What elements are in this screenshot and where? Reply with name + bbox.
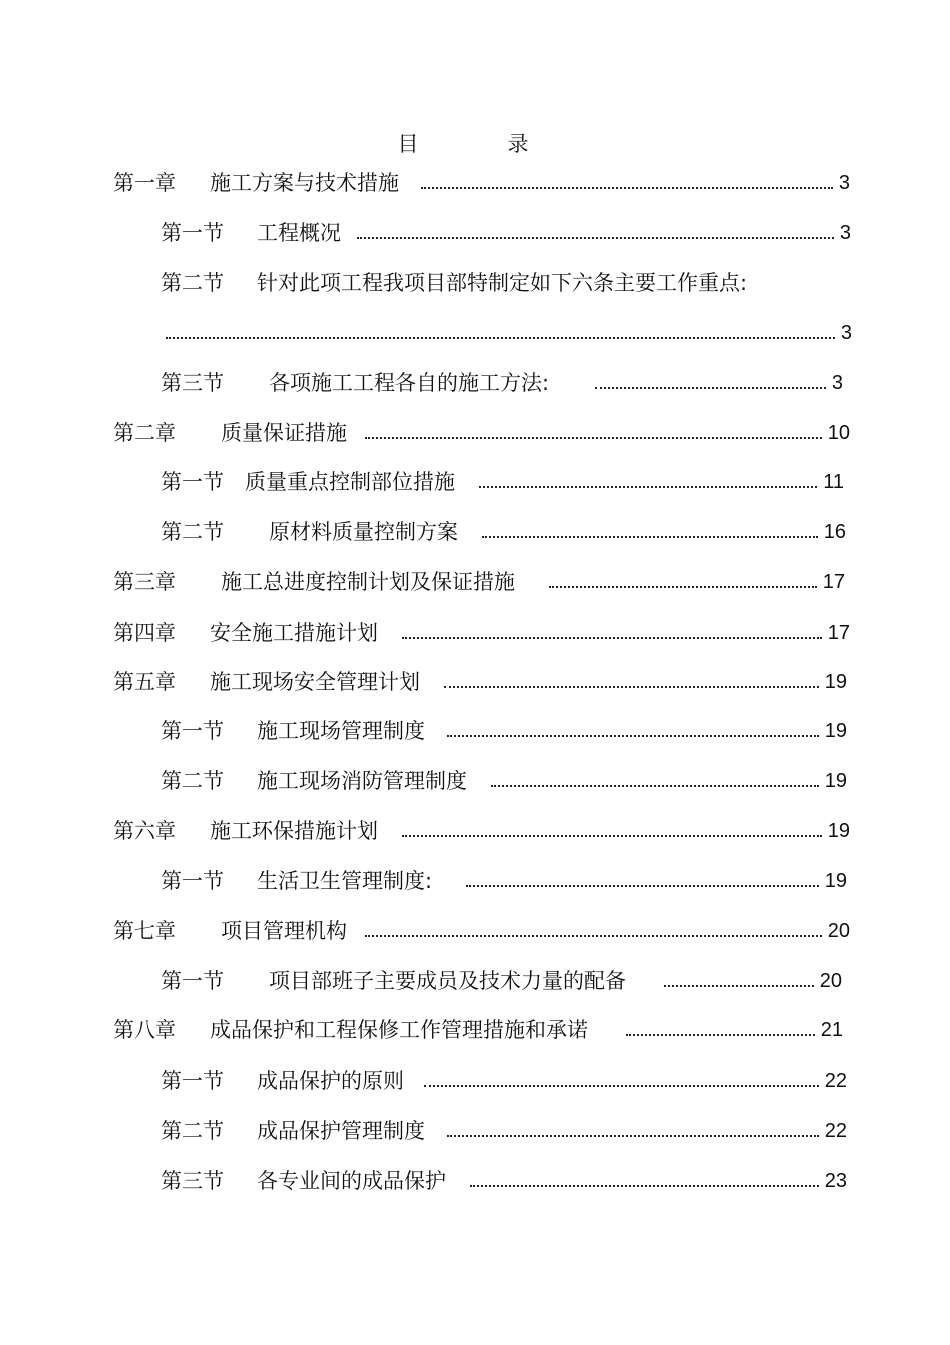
toc-entry-title: 工程概况 xyxy=(257,221,341,245)
toc-entry-section xyxy=(161,368,843,398)
toc-entry-number: 第一节 xyxy=(161,470,224,494)
toc-dot-leader xyxy=(482,536,818,538)
toc-entry-title: 生活卫生管理制度: xyxy=(257,869,433,893)
toc-dot-leader xyxy=(491,785,819,787)
toc-entry-number: 第八章 xyxy=(113,1018,176,1042)
toc-entry-number: 第七章 xyxy=(113,919,176,943)
toc-entry-title: 质量重点控制部位措施 xyxy=(245,470,455,494)
toc-entry-page: 16 xyxy=(823,521,846,543)
toc-entry-page: 19 xyxy=(824,671,847,693)
toc-entry-chapter xyxy=(113,916,850,946)
toc-entry-number: 第四章 xyxy=(113,621,176,645)
toc-entry-chapter xyxy=(113,168,850,198)
toc-entry-page: 17 xyxy=(822,571,845,593)
toc-entry-section xyxy=(161,966,842,996)
toc-entry-title: 各专业间的成品保护 xyxy=(257,1169,446,1193)
toc-entry-chapter xyxy=(113,618,850,648)
toc-entry-number: 第二节 xyxy=(161,271,224,295)
toc-entry-section xyxy=(161,766,847,796)
toc-entry-chapter xyxy=(113,1015,843,1045)
toc-entry-page: 19 xyxy=(824,870,847,892)
toc-dot-leader xyxy=(549,586,817,588)
toc-entry-number: 第三节 xyxy=(161,1169,224,1193)
toc-dot-leader xyxy=(424,1085,819,1087)
toc-entry-chapter xyxy=(113,567,845,597)
toc-dot-leader xyxy=(365,437,822,439)
toc-entry-number: 第二节 xyxy=(161,1119,224,1143)
toc-entry-page: 20 xyxy=(827,920,850,942)
toc-entry-chapter xyxy=(113,816,850,846)
toc-entry-title: 施工现场安全管理计划 xyxy=(210,670,420,694)
toc-entry-page: 20 xyxy=(819,970,842,992)
toc-entry-title: 项目管理机构 xyxy=(221,919,347,943)
toc-entry-page: 3 xyxy=(840,322,852,344)
toc-entry-title: 施工方案与技术措施 xyxy=(210,171,399,195)
toc-entry-continuation xyxy=(166,318,852,348)
toc-entry-number: 第一节 xyxy=(161,969,224,993)
toc-entry-page: 11 xyxy=(823,471,844,493)
toc-dot-leader xyxy=(421,187,833,189)
toc-entry-title: 原材料质量控制方案 xyxy=(269,520,458,544)
toc-entry-section xyxy=(161,517,846,547)
toc-entry-page: 3 xyxy=(838,172,850,194)
toc-entry-title: 成品保护管理制度 xyxy=(257,1119,425,1143)
toc-dot-leader xyxy=(402,637,822,639)
toc-entry-title: 施工环保措施计划 xyxy=(210,819,378,843)
toc-entry-number: 第三章 xyxy=(113,570,176,594)
toc-entry-section xyxy=(161,1166,847,1196)
toc-entry-section xyxy=(161,467,844,497)
toc-entry-page: 22 xyxy=(824,1120,847,1142)
toc-entry-section xyxy=(161,866,847,896)
toc-entry-number: 第一节 xyxy=(161,719,224,743)
toc-dot-leader xyxy=(470,1185,819,1187)
toc-entry-page: 19 xyxy=(824,720,847,742)
toc-entry-page: 19 xyxy=(827,820,850,842)
toc-dot-leader xyxy=(447,1135,819,1137)
toc-entry-title: 施工现场消防管理制度 xyxy=(257,769,467,793)
toc-entry-chapter xyxy=(113,667,847,697)
toc-entry-page: 3 xyxy=(831,372,843,394)
toc-entry-title: 成品保护和工程保修工作管理措施和承诺 xyxy=(210,1018,588,1042)
toc-dot-leader xyxy=(357,237,834,239)
toc-entry-chapter xyxy=(113,418,850,448)
toc-entry-page: 22 xyxy=(824,1070,847,1092)
toc-entry-number: 第三节 xyxy=(161,371,224,395)
toc-entry-number: 第一节 xyxy=(161,869,224,893)
toc-entry-number: 第二节 xyxy=(161,769,224,793)
toc-entry-title: 针对此项工程我项目部特制定如下六条主要工作重点: xyxy=(257,271,748,295)
toc-entry-number: 第二节 xyxy=(161,520,224,544)
toc-entry-page: 21 xyxy=(820,1019,843,1041)
toc-entry-number: 第一节 xyxy=(161,221,224,245)
toc-entry-section xyxy=(161,218,851,248)
toc-entry-section xyxy=(161,716,847,746)
toc-entry-page: 10 xyxy=(827,422,850,444)
toc-entry-title: 施工总进度控制计划及保证措施 xyxy=(221,570,515,594)
toc-entry-page: 3 xyxy=(839,222,851,244)
toc-dot-leader xyxy=(466,885,819,887)
toc-entry-section xyxy=(161,268,861,298)
toc-entry-number: 第五章 xyxy=(113,670,176,694)
toc-entry-title: 各项施工工程各自的施工方法: xyxy=(269,371,550,395)
toc-dot-leader xyxy=(444,686,819,688)
toc-title: 目 录 xyxy=(397,132,563,156)
toc-entry-page: 23 xyxy=(824,1170,847,1192)
toc-entry-section xyxy=(161,1116,847,1146)
toc-entry-page: 17 xyxy=(827,622,850,644)
toc-dot-leader xyxy=(447,735,819,737)
toc-dot-leader xyxy=(664,985,814,987)
toc-entry-section xyxy=(161,1066,847,1096)
toc-entry-title: 项目部班子主要成员及技术力量的配备 xyxy=(269,969,626,993)
toc-entry-title: 成品保护的原则 xyxy=(257,1069,404,1093)
toc-entry-number: 第二章 xyxy=(113,421,176,445)
toc-dot-leader xyxy=(626,1034,815,1036)
toc-entry-title: 安全施工措施计划 xyxy=(210,621,378,645)
toc-dot-leader xyxy=(479,486,817,488)
toc-dot-leader xyxy=(365,935,822,937)
toc-entry-number: 第六章 xyxy=(113,819,176,843)
toc-dot-leader xyxy=(595,387,826,389)
toc-entry-page: 19 xyxy=(824,770,847,792)
toc-entry-title: 施工现场管理制度 xyxy=(257,719,425,743)
toc-entry-number: 第一节 xyxy=(161,1069,224,1093)
toc-entry-title: 质量保证措施 xyxy=(221,421,347,445)
toc-dot-leader xyxy=(402,835,822,837)
toc-entry-number: 第一章 xyxy=(113,171,176,195)
toc-dot-leader xyxy=(166,337,835,339)
